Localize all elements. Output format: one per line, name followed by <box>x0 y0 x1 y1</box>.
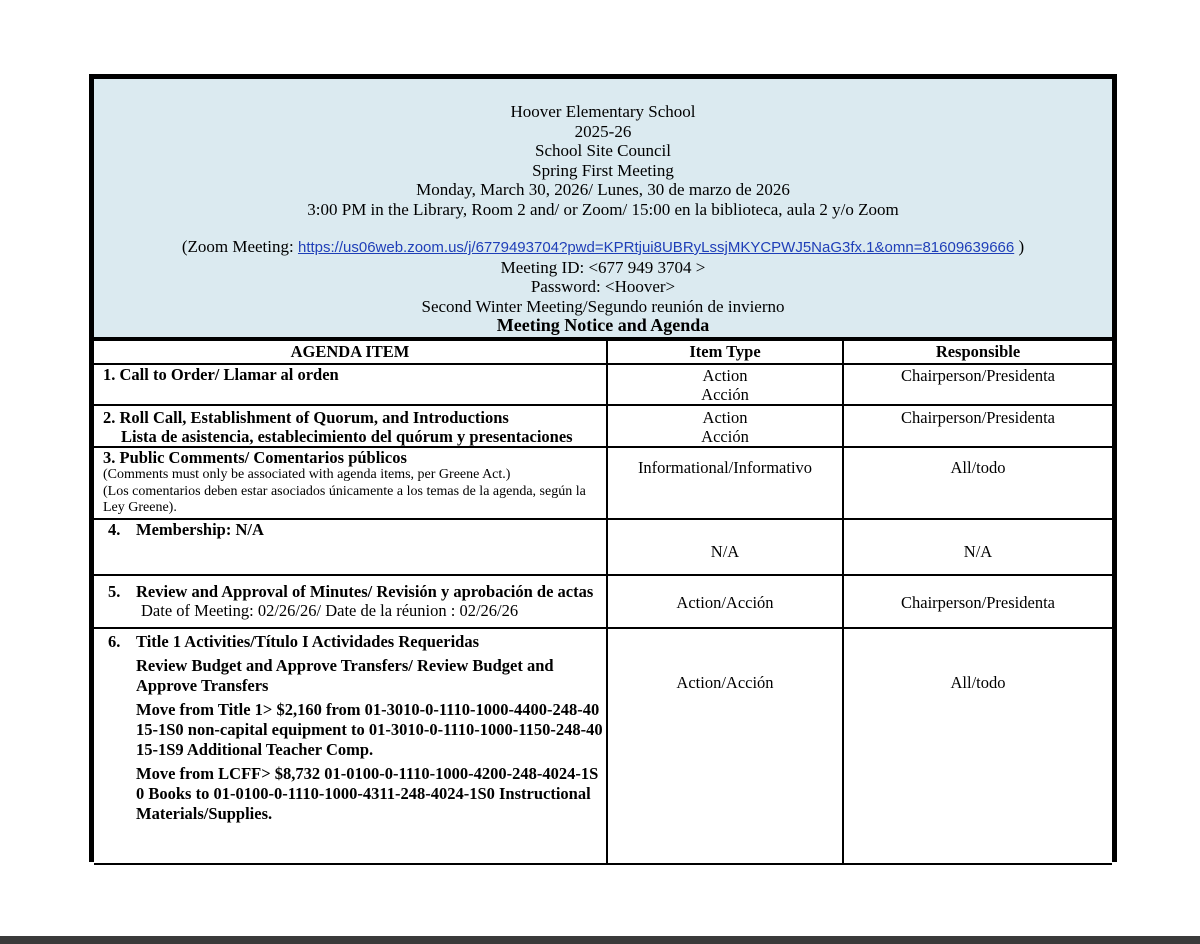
item-type-english: Action <box>702 366 748 385</box>
responsible-value: N/A <box>963 541 993 561</box>
table-row <box>94 519 1112 575</box>
agenda-item-budget-review: Review Budget and Approve Transfers/ Review Budget and Approve Transfers <box>136 656 554 695</box>
meeting-date: Monday, March 30, 2026/ Lunes, 30 de marzo de 2026 <box>416 180 790 199</box>
agenda-item-note-spanish: (Los comentarios deben estar asociados únicamente a los temas de la agenda, según la Ley Greene). <box>103 483 586 515</box>
table-row <box>94 364 1112 405</box>
agenda-item-title: 3. Public Comments/ Comentarios públicos <box>103 448 407 467</box>
item-type-value: Informational/Informativo <box>637 458 813 477</box>
table-row <box>94 628 1112 864</box>
column-header-responsible: Responsible <box>843 341 1112 364</box>
agenda-document <box>89 74 1117 862</box>
spacer <box>94 219 1112 237</box>
zoom-prefix: (Zoom Meeting: <box>181 237 298 256</box>
council-name: School Site Council <box>535 141 671 160</box>
item-type-value: Action/Acción <box>676 673 774 692</box>
responsible-value: Chairperson/Presidenta <box>901 408 1055 427</box>
meeting-id: Meeting ID: <677 949 3704 > <box>500 257 706 277</box>
item-type-cell <box>607 628 843 864</box>
agenda-item-note-english: (Comments must only be associated with agenda items, per Greene Act.) <box>103 467 511 482</box>
responsible-value: Chairperson/Presidenta <box>901 366 1055 385</box>
item-type-cell <box>607 447 843 519</box>
school-year: 2025-26 <box>574 121 632 141</box>
agenda-item-title: Title 1 Activities/Título I Actividades Requeridas <box>136 632 479 651</box>
school-name: Hoover Elementary School <box>510 102 696 121</box>
meeting-header <box>94 79 1112 341</box>
item-type-value: Action/Acción <box>676 592 774 612</box>
agenda-item-transfer-lcff: Move from LCFF> $8,732 01-0100-0-1110-1000-4200-248-4024-1S0 Books to 01-0100-0-1110-1000-4311-248-4024-1S0 Instructional Materials/Supplies. <box>136 764 599 823</box>
meeting-name: Spring First Meeting <box>532 160 674 180</box>
item-type-cell <box>607 364 843 405</box>
viewer-bottom-bar <box>0 936 1200 944</box>
agenda-item-number: 6. <box>108 632 121 651</box>
agenda-item-title-line <box>108 582 606 601</box>
agenda-item-title: 1. Call to Order/ Llamar al orden <box>103 365 339 384</box>
item-type-english: Action <box>702 408 748 427</box>
item-type-spanish: Acción <box>701 385 749 404</box>
responsible-value: All/todo <box>950 458 1006 477</box>
table-row <box>94 405 1112 447</box>
column-header-item-type: Item Type <box>607 341 843 364</box>
agenda-item-title-line <box>108 632 606 652</box>
agenda-item-title: Membership: N/A <box>136 520 264 539</box>
agenda-item-title: 2. Roll Call, Establishment of Quorum, and Introductions <box>103 408 509 427</box>
agenda-item-title: Review and Approval of Minutes/ Revisión y aprobación de actas <box>136 582 594 601</box>
item-type-value: N/A <box>710 541 740 561</box>
meeting-password: Password: <Hoover> <box>530 277 676 296</box>
item-type-cell <box>607 405 843 447</box>
table-row <box>94 447 1112 519</box>
agenda-item-number: 5. <box>108 582 121 601</box>
responsible-cell <box>843 364 1112 405</box>
column-header-agenda-item: AGENDA ITEM <box>94 341 607 364</box>
item-type-cell <box>607 575 843 628</box>
responsible-value: Chairperson/Presidenta <box>901 592 1055 612</box>
zoom-suffix: ) <box>1014 237 1025 256</box>
responsible-cell <box>843 575 1112 628</box>
responsible-cell <box>843 519 1112 575</box>
agenda-item-number: 4. <box>108 520 121 539</box>
agenda-item-cell <box>94 575 607 628</box>
notice-title: Meeting Notice and Agenda <box>496 315 710 335</box>
responsible-cell <box>843 447 1112 519</box>
item-type-cell <box>607 519 843 575</box>
responsible-cell <box>843 628 1112 864</box>
agenda-item-transfer-title1: Move from Title 1> $2,160 from 01-3010-0-1110-1000-4400-248-4015-1S0 non-capital equipment to 01-3010-0-1110-1000-1150-248-4015-1S9 Additional Teacher Comp. <box>136 700 603 759</box>
responsible-cell <box>843 405 1112 447</box>
item-type-spanish: Acción <box>701 427 749 446</box>
table-row <box>94 575 1112 628</box>
agenda-item-cell <box>94 405 607 447</box>
table-header-row <box>94 341 1112 364</box>
agenda-item-cell <box>94 447 607 519</box>
second-meeting-note: Second Winter Meeting/Segundo reunión de invierno <box>421 296 785 316</box>
agenda-item-cell <box>94 364 607 405</box>
agenda-item-cell <box>94 628 607 864</box>
agenda-item-subtitle: Date of Meeting: 02/26/26/ Date de la réunion : 02/26/26 <box>141 601 519 620</box>
zoom-meeting-line <box>94 237 1112 258</box>
agenda-table <box>94 341 1112 865</box>
zoom-link[interactable]: https://us06web.zoom.us/j/6779493704?pwd=KPRtjui8UBRyLssjMKYCPWJ5NaG3fx.1&omn=81609639666 <box>297 239 1015 256</box>
agenda-item-subtitle: Lista de asistencia, establecimiento del quórum y presentaciones <box>121 427 573 446</box>
meeting-time-location: 3:00 PM in the Library, Room 2 and/ or Zoom/ 15:00 en la biblioteca, aula 2 y/o Zoom <box>307 199 899 219</box>
agenda-item-cell <box>94 519 607 575</box>
responsible-value: All/todo <box>950 673 1006 692</box>
